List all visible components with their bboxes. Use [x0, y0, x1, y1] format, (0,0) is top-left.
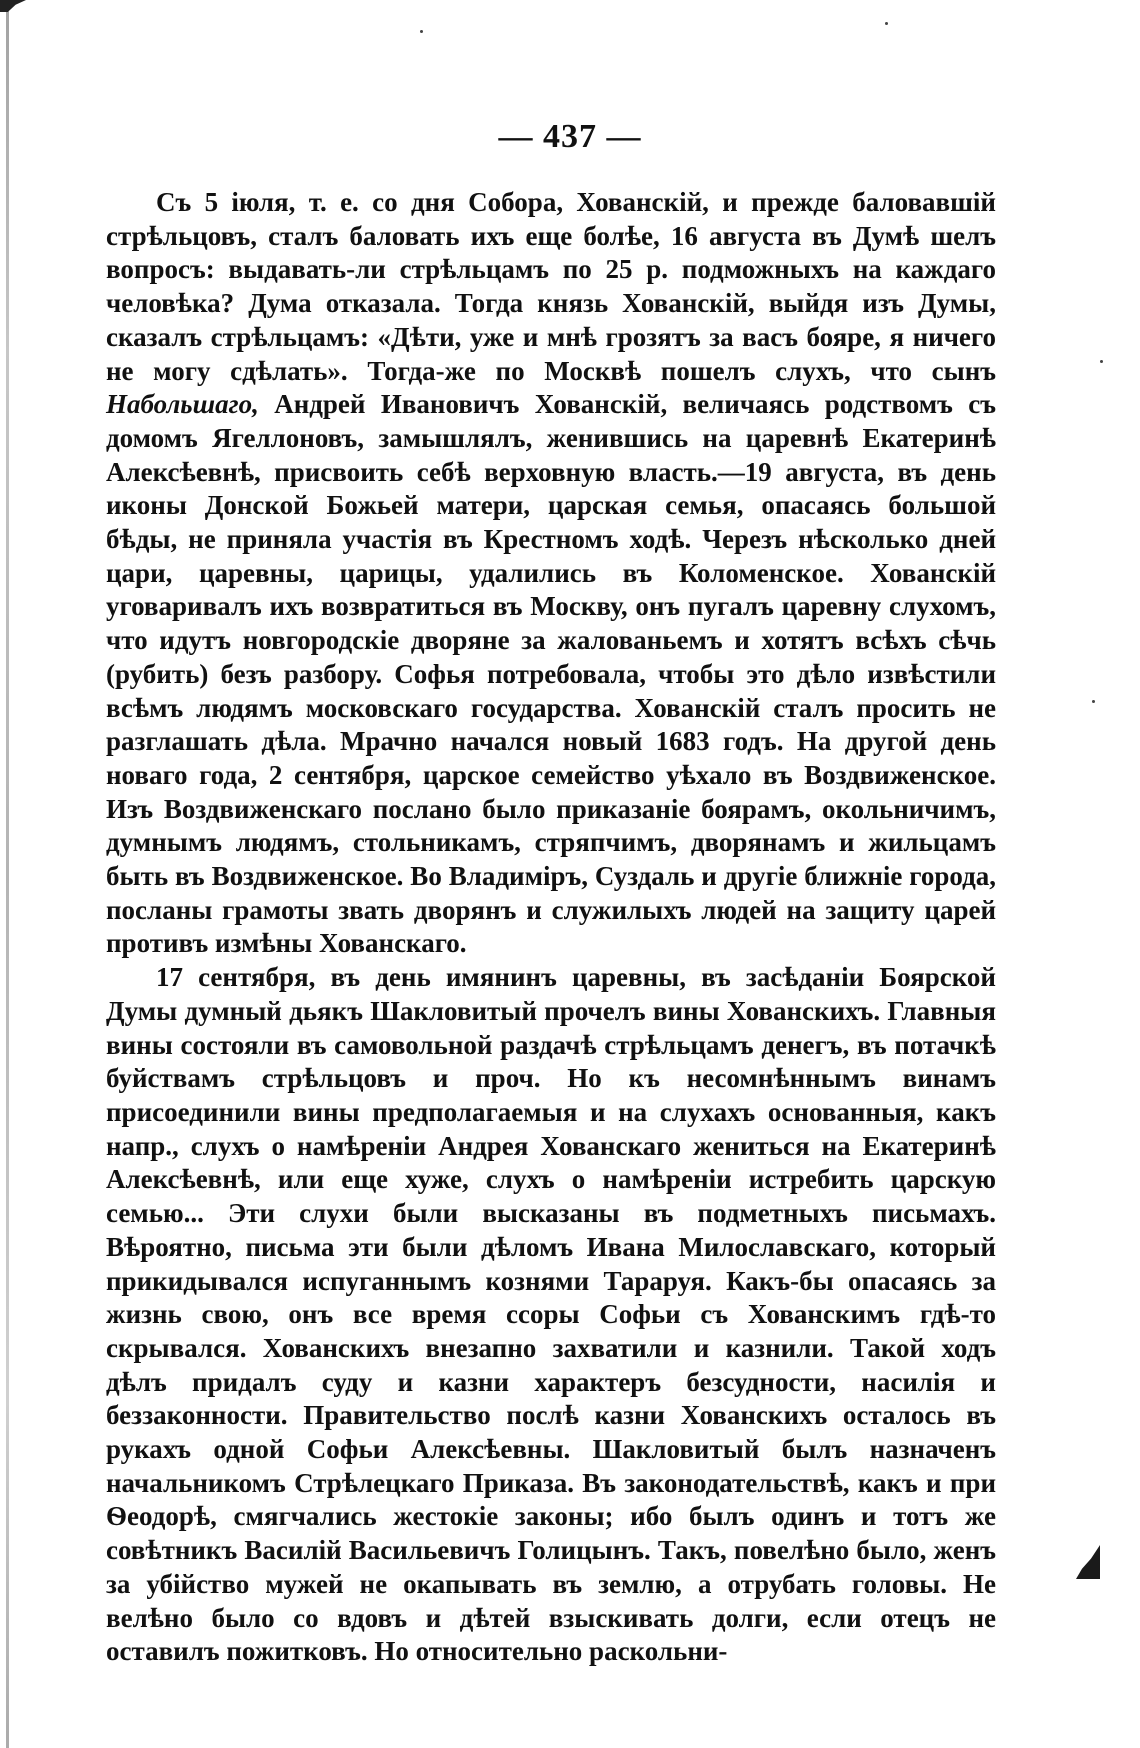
emphasis-nabolshago: Набольшаго, [106, 389, 259, 420]
paragraph-1-rest: Андрей Ивановичъ Хованскій, величаясь родствомъ съ домомъ Ягеллоновъ, замышлялъ, женившись на царевнѣ Екатеринѣ Алексѣевнѣ, присвоить себѣ верховную власть.—19 августа, въ день иконы Донской Божьей матери, царская семья, опасаясь большой бѣды, не приняла участія въ Крестномъ ходѣ. Черезъ нѣсколько дней цари, царевны, царицы, удалились въ Коломенское. Хованскій уговаривалъ ихъ возвратиться въ Москву, онъ пугалъ царевну слухомъ, что идутъ новгородскіе дворяне за жалованьемъ и хотятъ всѣхъ сѣчь (рубить) безъ разбору. Софья потребовала, чтобы это дѣло извѣстили всѣмъ людямъ московскаго государства. Хованскій сталъ просить не разглашать дѣла. Мрачно начался новый 1683 годъ. На другой день новаго года, 2 сентября, царское семейство уѣхало въ Воздвиженское. Изъ Воздвиженскаго послано было приказаніе боярамъ, окольничимъ, думнымъ людямъ, стольникамъ, стряпчимъ, дворянамъ и жильцамъ быть въ Воздвиженское. Во Владиміръ, Суздаль и другіе ближніе города, посланы грамоты звать дворянъ и служилыхъ людей на защиту царей противъ измѣны Хованскаго. [106, 389, 996, 959]
paragraph-2: 17 сентября, въ день имянинъ царевны, въ засѣданіи Боярской Думы думный дьякъ Шакловитый прочелъ вины Хованскихъ. Главныя вины состояли въ самовольной раздачѣ стрѣльцамъ денегъ, въ потачкѣ буйствамъ стрѣльцовъ и проч. Но къ несомнѣннымъ винамъ присоединили вины предполагаемыя и на слухахъ основанныя, какъ напр., слухъ о намѣреніи Андрея Хованскаго жениться на Екатеринѣ Алексѣевнѣ, или еще хуже, слухъ о намѣреніи истребить царскую семью... Эти слухи были высказаны въ подметныхъ письмахъ. Вѣроятно, письма эти были дѣломъ Ивана Милославскаго, который прикидывался испуганнымъ кознями Тараруя. Какъ-бы опасаясь за жизнь свою, онъ все время ссоры Софьи съ Хованскимъ гдѣ-то скрывался. Хованскихъ внезапно захватили и казнили. Такой ходъ дѣлъ придалъ суду и казни характеръ безсудности, насилія и беззаконности. Правительство послѣ казни Хованскихъ осталось въ рукахъ одной Софьи Алексѣевны. Шакловитый былъ назначенъ начальникомъ Стрѣлецкаго Приказа. Въ законодательствѣ, какъ и при Ѳеодорѣ, смягчались жестокіе законы; ибо былъ одинъ и тотъ же совѣтникъ Василій Васильевичъ Голицынъ. Такъ, повелѣно было, женъ за убійство мужей не окапывать въ землю, а отрубать головы. Не велѣно было со вдовъ и дѣтей взыскивать долги, если отецъ не оставилъ пожитковъ. Но относительно раскольни- [106, 962, 996, 1667]
body-text [106, 186, 996, 1669]
paragraph-1-start: Съ 5 іюля, т. е. со дня Собора, Хованскій, и прежде баловавшій стрѣльцовъ, сталъ баловать ихъ еще болѣе, 16 августа въ Думѣ шелъ вопросъ: выдавать-ли стрѣльцамъ по 25 р. подможныхъ на каждаго человѣка? Дума отказала. Тогда князь Хованскій, выйдя изъ Думы, сказалъ стрѣльцамъ: «Дѣти, уже и мнѣ грозятъ за васъ бояре, я ничего не могу сдѣлать». Тогда-же по Москвѣ пошелъ слухъ, что сынъ [106, 187, 996, 386]
paragraph-1 [106, 186, 996, 961]
paper-speck [885, 22, 888, 25]
paper-speck [420, 30, 423, 33]
corner-ink-mark [0, 0, 26, 12]
paper-speck [1100, 360, 1103, 363]
page-number: — 437 — [498, 118, 642, 155]
paper-speck [1092, 700, 1095, 703]
margin-ink-mark [1070, 1545, 1100, 1579]
page-left-edge [6, 0, 9, 1748]
